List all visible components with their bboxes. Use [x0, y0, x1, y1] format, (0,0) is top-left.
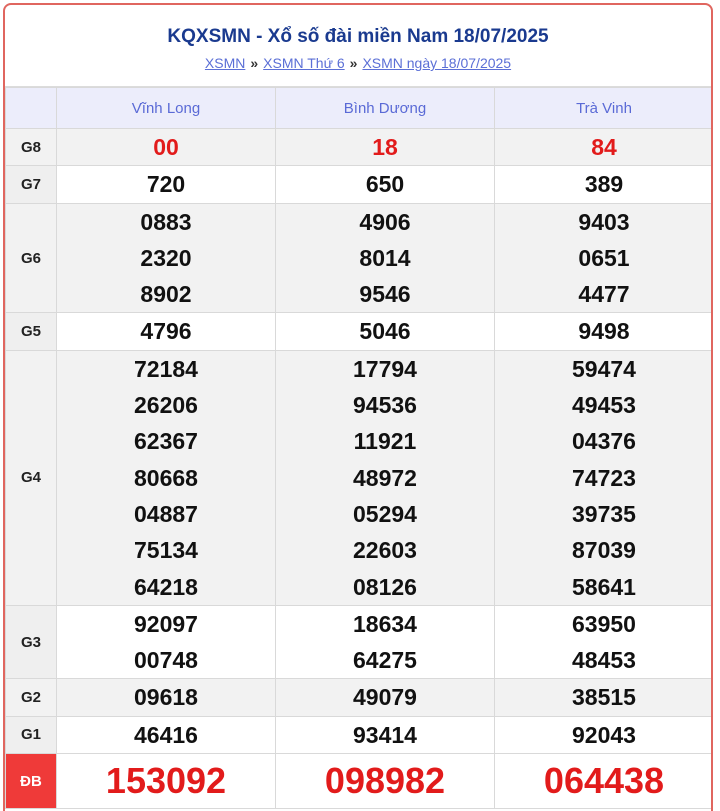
result-number: 92043: [572, 721, 636, 748]
result-number: 49079: [353, 684, 417, 711]
breadcrumb: [5, 54, 711, 72]
result-cell: [57, 350, 276, 605]
result-number: 389: [584, 171, 624, 198]
result-number: 49453: [572, 392, 636, 419]
result-number: 39735: [572, 500, 636, 527]
prize-label: G2: [6, 679, 57, 716]
result-number: 8902: [140, 281, 192, 308]
result-number: 72184: [134, 355, 198, 382]
province-header[interactable]: Bình Dương: [276, 88, 495, 129]
result-number: 4477: [578, 281, 630, 308]
result-number: 17794: [353, 355, 417, 382]
result-cell: [495, 166, 714, 203]
result-cell: [495, 313, 714, 350]
result-cell: [495, 679, 714, 716]
result-number: 74723: [572, 464, 636, 491]
result-number: 80668: [134, 464, 198, 491]
prize-row: [6, 313, 714, 350]
result-number: 92097: [134, 610, 198, 637]
prize-row: [6, 350, 714, 605]
page-title: KQXSMN - Xổ số đài miền Nam 18/07/2025: [167, 26, 549, 47]
prize-label: ĐB: [6, 754, 57, 809]
province-header[interactable]: Trà Vinh: [495, 88, 714, 129]
result-number: 46416: [134, 721, 198, 748]
prize-label: G4: [6, 350, 57, 605]
result-number: 9546: [359, 281, 411, 308]
prize-row: [6, 754, 714, 809]
result-number: 58641: [572, 573, 636, 600]
result-number: 098982: [324, 760, 446, 802]
prize-label: G7: [6, 166, 57, 203]
result-cell: [495, 605, 714, 679]
result-number: 05294: [353, 500, 417, 527]
result-number: 11921: [353, 428, 417, 455]
result-number: 9403: [578, 208, 630, 235]
result-cell: [276, 754, 495, 809]
result-number: 48972: [353, 464, 417, 491]
result-number: 09618: [134, 684, 198, 711]
result-number: 18634: [353, 610, 417, 637]
result-number: 63950: [572, 610, 636, 637]
result-number: 59474: [572, 355, 636, 382]
result-number: 5046: [359, 318, 411, 345]
result-cell: [276, 350, 495, 605]
prize-row: [6, 203, 714, 313]
breadcrumb-link-xsmn-date[interactable]: XSMN ngày 18/07/2025: [362, 55, 512, 71]
result-number: 04887: [134, 500, 198, 527]
prize-label: G3: [6, 605, 57, 679]
result-number: 26206: [134, 392, 198, 419]
prize-label: G6: [6, 203, 57, 313]
province-header[interactable]: Vĩnh Long: [57, 88, 276, 129]
result-number: 93414: [353, 721, 417, 748]
result-number: 153092: [105, 760, 227, 802]
prize-row: [6, 166, 714, 203]
result-number: 4796: [140, 318, 192, 345]
result-number: 2320: [140, 244, 192, 271]
result-cell: [495, 350, 714, 605]
results-table: [5, 87, 713, 809]
result-number: 75134: [134, 537, 198, 564]
result-number: 22603: [353, 537, 417, 564]
result-number: 0883: [140, 208, 192, 235]
results-panel: [3, 3, 713, 811]
result-number: 00748: [134, 647, 198, 674]
result-cell: [276, 716, 495, 753]
result-cell: [495, 129, 714, 166]
result-number: 84: [591, 134, 617, 160]
result-number: 87039: [572, 537, 636, 564]
province-header-row: [6, 88, 714, 129]
result-number: 00: [153, 134, 179, 160]
breadcrumb-link-xsmn[interactable]: XSMN: [204, 55, 246, 71]
result-number: 064438: [543, 760, 665, 802]
result-cell: [495, 716, 714, 753]
result-number: 94536: [353, 392, 417, 419]
result-number: 64275: [353, 647, 417, 674]
prize-row: [6, 605, 714, 679]
result-cell: [57, 716, 276, 753]
result-number: 18: [372, 134, 398, 160]
prize-row: [6, 129, 714, 166]
prize-label: G8: [6, 129, 57, 166]
result-number: 08126: [353, 573, 417, 600]
result-number: 8014: [359, 244, 411, 271]
result-number: 48453: [572, 647, 636, 674]
result-cell: [57, 129, 276, 166]
prize-row: [6, 716, 714, 753]
result-number: 4906: [359, 208, 411, 235]
result-number: 720: [146, 171, 186, 198]
prize-label: G5: [6, 313, 57, 350]
result-cell: [57, 754, 276, 809]
result-number: 9498: [578, 318, 630, 345]
result-cell: [57, 203, 276, 313]
result-cell: [495, 754, 714, 809]
result-number: 62367: [134, 428, 198, 455]
result-cell: [276, 679, 495, 716]
prize-label: G1: [6, 716, 57, 753]
result-number: 650: [365, 171, 405, 198]
result-cell: [57, 605, 276, 679]
result-cell: [276, 129, 495, 166]
result-cell: [276, 605, 495, 679]
result-cell: [495, 203, 714, 313]
prize-row: [6, 679, 714, 716]
result-number: 38515: [572, 684, 636, 711]
result-number: 64218: [134, 573, 198, 600]
result-number: 04376: [572, 428, 636, 455]
result-cell: [276, 313, 495, 350]
breadcrumb-separator: »: [250, 55, 259, 71]
result-cell: [276, 203, 495, 313]
result-number: 0651: [578, 244, 630, 271]
results-header: [5, 5, 711, 87]
result-cell: [57, 313, 276, 350]
result-cell: [276, 166, 495, 203]
result-cell: [57, 166, 276, 203]
breadcrumb-link-xsmn-thu6[interactable]: XSMN Thứ 6: [263, 55, 345, 71]
breadcrumb-separator: »: [349, 55, 358, 71]
header-corner-cell: [6, 88, 57, 129]
result-cell: [57, 679, 276, 716]
